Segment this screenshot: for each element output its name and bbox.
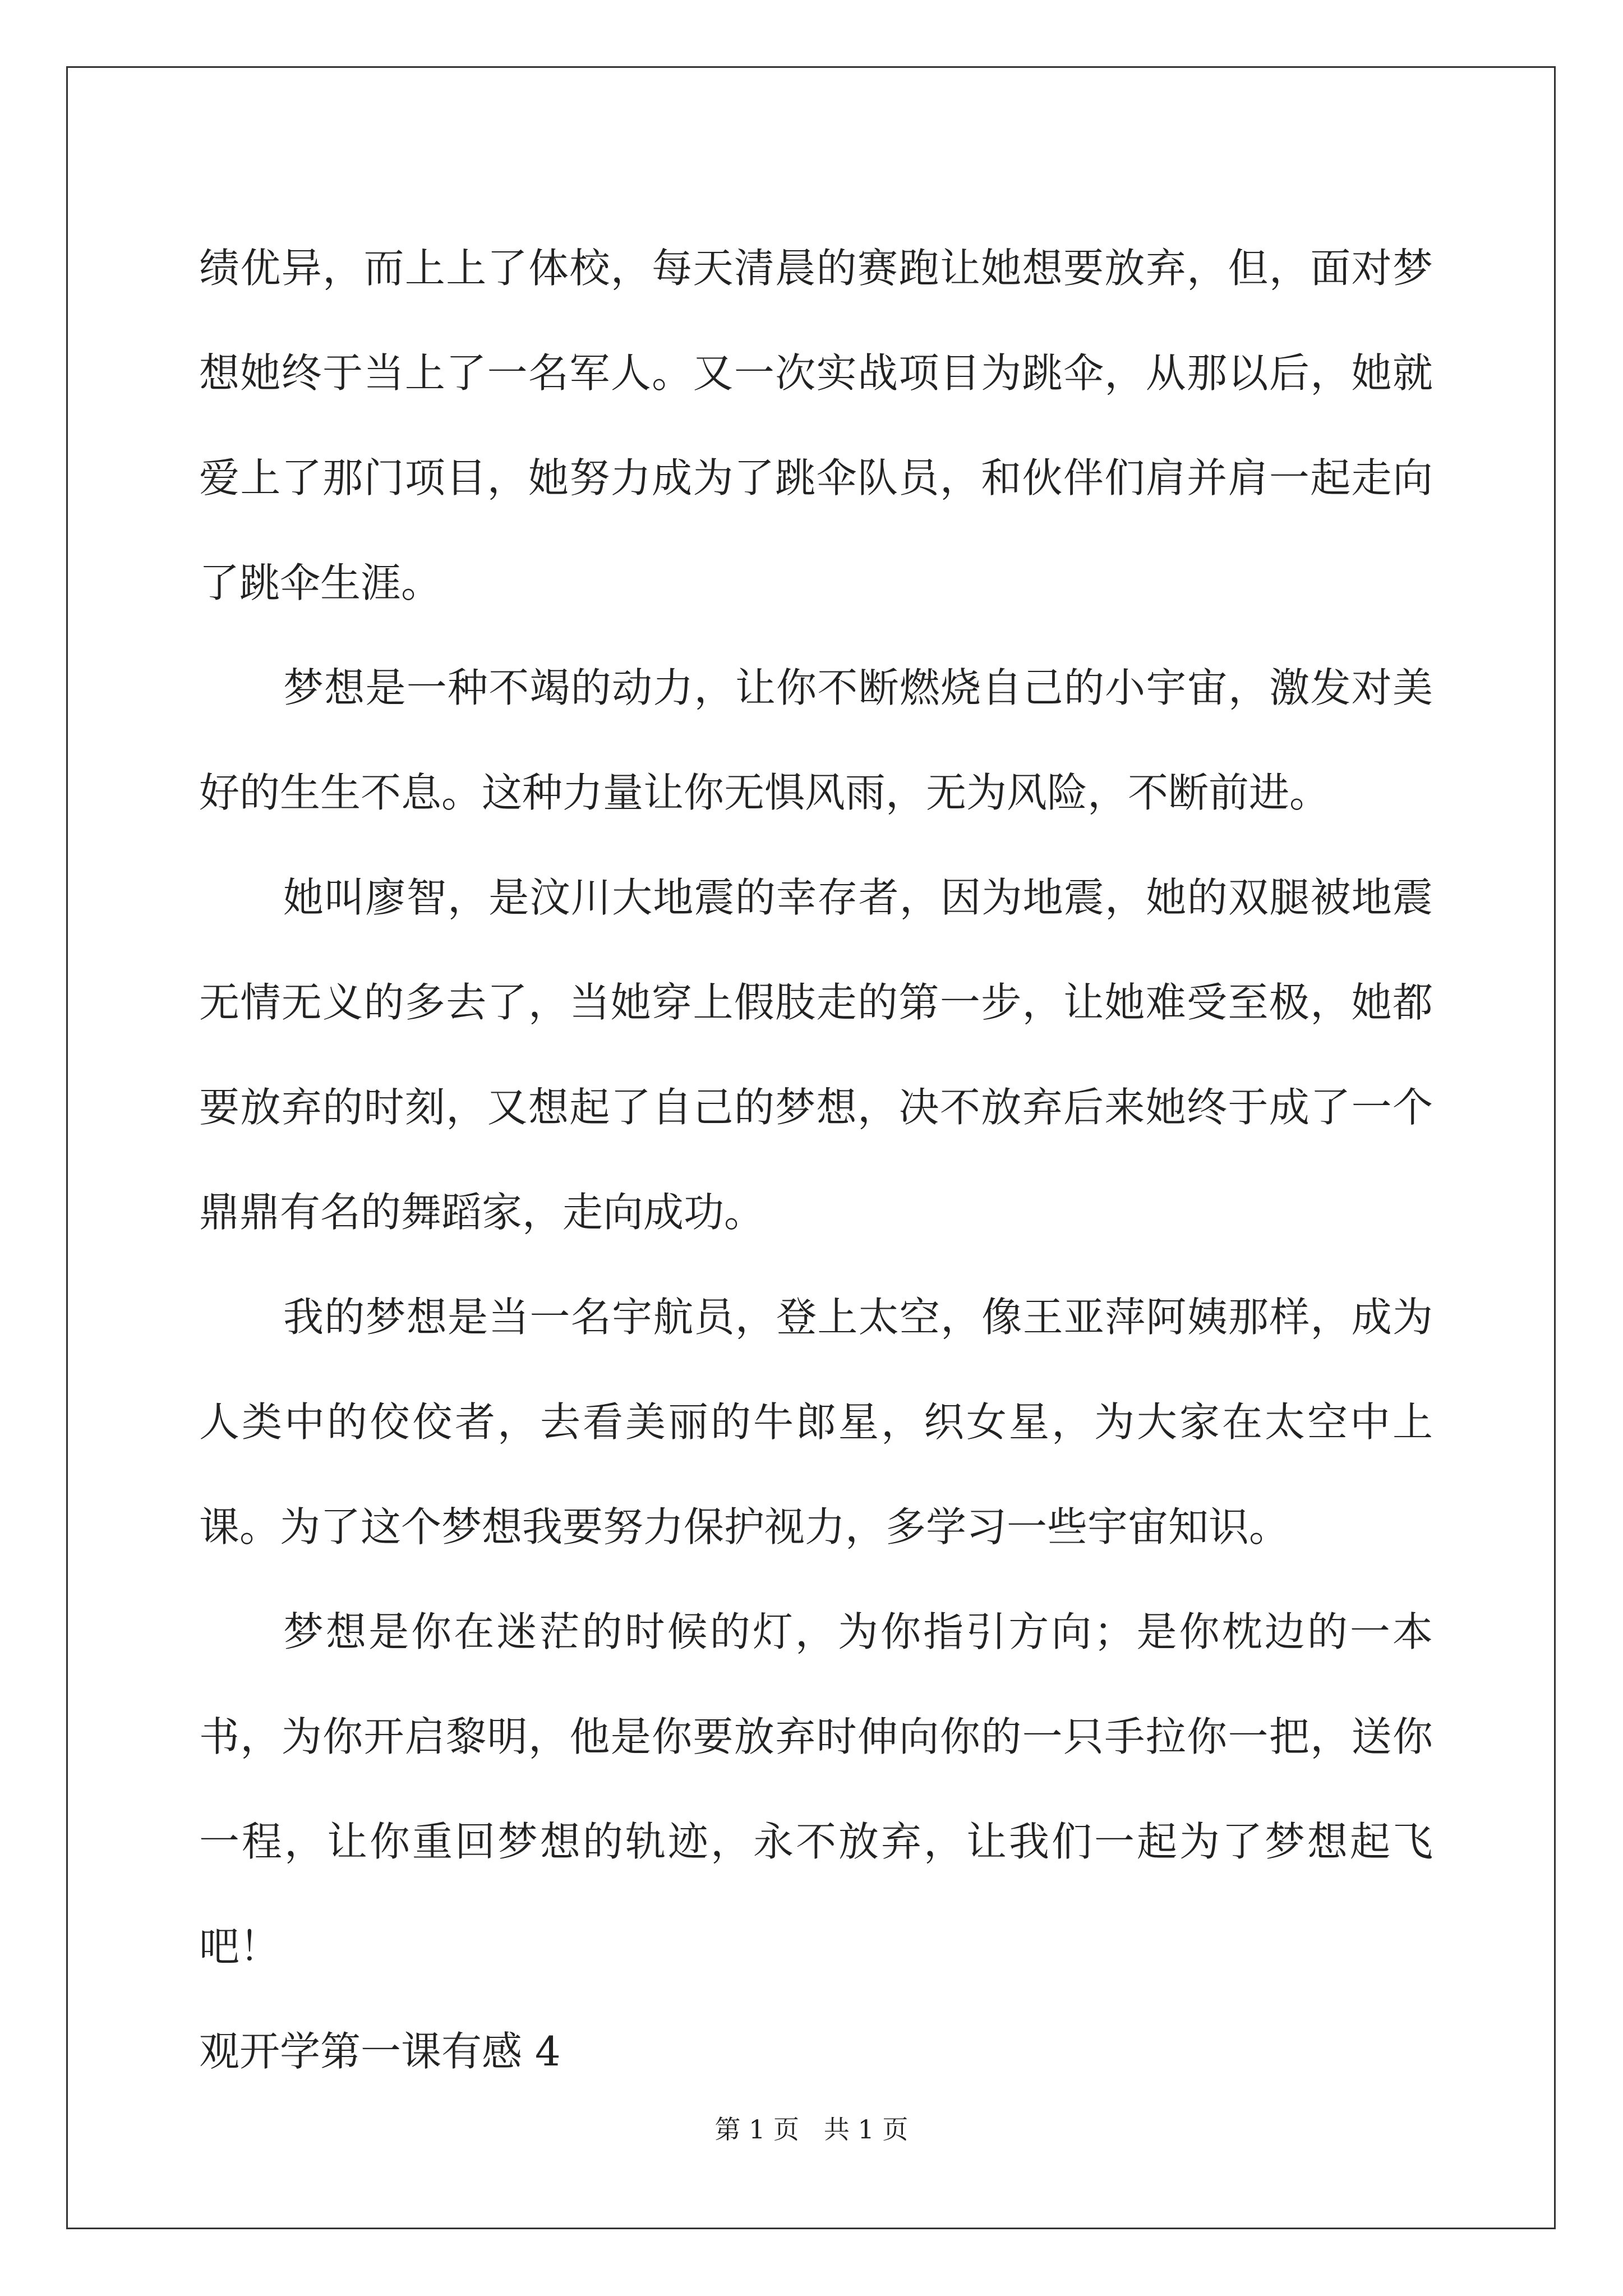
- paragraph: 她叫廖智，是汶川大地震的幸存者，因为地震，她的双腿被地震无情无义的多去了，当她穿上假肢走的第一步，让她难受至极，她都要放弃的时刻，又想起了自己的梦想，决不放弃后来她终于成了一个鼎鼎有名的舞蹈家，走向成功。: [199, 874, 1433, 1236]
- paragraph: 我的梦想是当一名宇航员，登上太空，像王亚萍阿姨那样，成为人类中的佼佼者，去看美丽的牛郎星，织女星，为大家在太空中上课。为了这个梦想我要努力保护视力，多学习一些宇宙知识。: [199, 1294, 1433, 1550]
- paragraph: 梦想是你在迷茫的时候的灯，为你指引方向；是你枕边的一本书，为你开启黎明，他是你要放弃时伸向你的一只手拉你一把，送你一程，让你重回梦想的轨迹，永不放弃，让我们一起为了梦想起飞吧！: [199, 1608, 1433, 1970]
- page-number-footer: 第 1 页 共 1 页: [714, 2114, 909, 2145]
- paragraph: 梦想是一种不竭的动力，让你不断燃烧自己的小宇宙，激发对美好的生生不息。这种力量让你无惧风雨，无为风险，不断前进。: [199, 664, 1433, 816]
- paragraph: 绩优异，而上上了体校，每天清晨的赛跑让她想要放弃，但，面对梦想她终于当上了一名军人。又一次实战项目为跳伞，从那以后，她就爱上了那门项目，她努力成为了跳伞队员，和伙伴们肩并肩一起走向了跳伞生涯。: [199, 245, 1433, 606]
- section-heading: 观开学第一课有感 4: [199, 2028, 561, 2075]
- document-body: [199, 216, 1433, 2104]
